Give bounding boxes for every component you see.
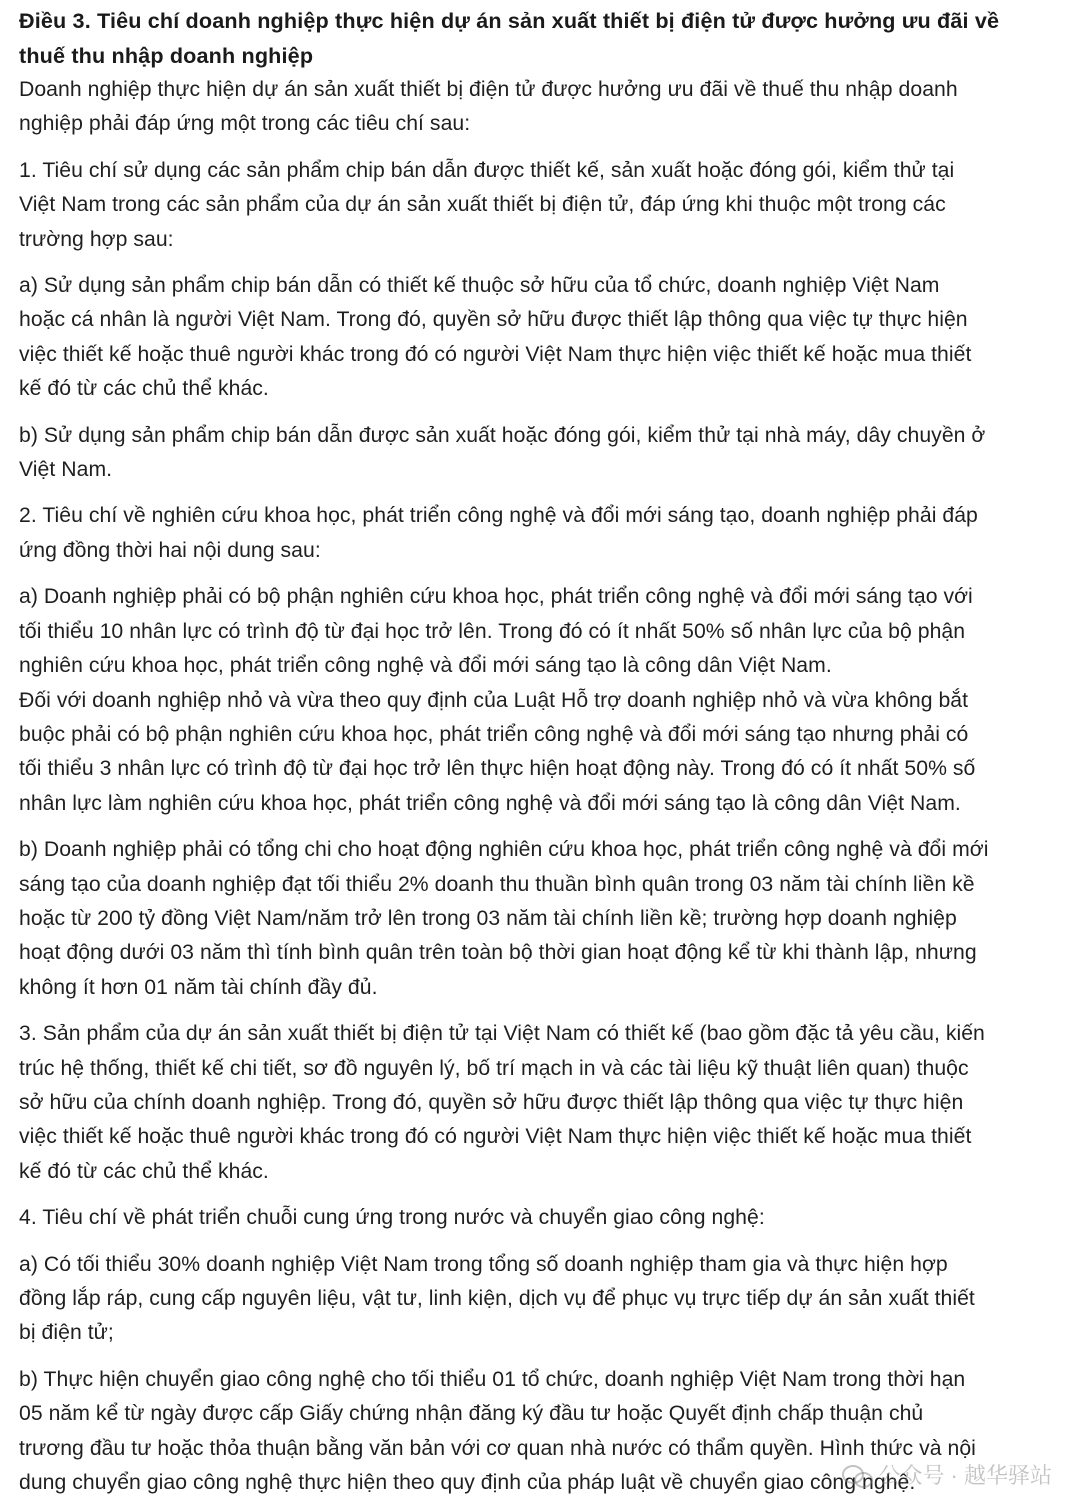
title-line: thuế thu nhập doanh nghiệp [19, 42, 314, 68]
paragraph-line: 2. Tiêu chí về nghiên cứu khoa học, phát triển công nghệ và đổi mới sáng tạo, doanh nghiệp phải đáp [19, 504, 978, 528]
watermark [842, 1459, 1052, 1490]
article-title [19, 4, 1069, 73]
paragraph [19, 499, 1069, 568]
paragraph-line: bị điện tử; [19, 1321, 114, 1345]
paragraph [19, 73, 1069, 142]
paragraph-line: kế đó từ các chủ thể khác. [19, 1159, 269, 1183]
paragraph-line: a) Doanh nghiệp phải có bộ phận nghiên cứu khoa học, phát triển công nghệ và đổi mới sáng tạo với [19, 585, 973, 609]
paragraph [19, 154, 1069, 257]
paragraph-line: hoạt động dưới 03 năm thì tính bình quân trên toàn bộ thời gian hoạt động kể từ khi thành lập, nhưng [19, 941, 977, 965]
paragraph-line: 3. Sản phẩm của dự án sản xuất thiết bị điện tử tại Việt Nam có thiết kế (bao gồm đặc tả yêu cầu, kiến [19, 1022, 985, 1046]
paragraph-line: trúc hệ thống, thiết kế chi tiết, sơ đồ nguyên lý, bố trí mạch in và các tài liệu kỹ thuật liên quan) thuộc [19, 1056, 969, 1080]
paragraph [19, 1017, 1069, 1189]
paragraph [19, 580, 1069, 821]
paragraph-line: hoặc cá nhân là người Việt Nam. Trong đó, quyền sở hữu được thiết lập thông qua việc tự thực hiện [19, 308, 968, 332]
paragraph-line: việc thiết kế hoặc thuê người khác trong đó có người Việt Nam thực hiện việc thiết kế hoặc mua thiết [19, 1125, 972, 1149]
paragraph-line: ứng đồng thời hai nội dung sau: [19, 538, 321, 562]
paragraph-line: trương đầu tư hoặc thỏa thuận bằng văn bản với cơ quan nhà nước có thẩm quyền. Hình thức và nội [19, 1436, 976, 1460]
article-body [19, 73, 1069, 1500]
paragraph [19, 1201, 1069, 1235]
paragraph-line: nghiệp phải đáp ứng một trong các tiêu chí sau: [19, 112, 471, 136]
paragraph-line: hoặc từ 200 tỷ đồng Việt Nam/năm trở lên trong 03 năm tài chính liền kề; trường hợp doanh nghiệp [19, 906, 957, 930]
paragraph-line: nghiên cứu khoa học, phát triển công nghệ và đổi mới sáng tạo là công dân Việt Nam. [19, 654, 832, 678]
watermark-text: 公众号 · 越华驿站 [878, 1463, 1052, 1488]
wechat-icon [842, 1463, 872, 1487]
paragraph-line: b) Thực hiện chuyển giao công nghệ cho tối thiểu 01 tổ chức, doanh nghiệp Việt Nam trong thời hạn [19, 1367, 966, 1391]
paragraph-line: 4. Tiêu chí về phát triển chuỗi cung ứng trong nước và chuyển giao công nghệ: [19, 1206, 765, 1230]
paragraph-line: Đối với doanh nghiệp nhỏ và vừa theo quy định của Luật Hỗ trợ doanh nghiệp nhỏ và vừa không bắt [19, 688, 969, 712]
paragraph-line: tối thiểu 10 nhân lực có trình độ từ đại học trở lên. Trong đó có ít nhất 50% số nhân lực của bộ phận [19, 619, 966, 643]
paragraph-line: dung chuyển giao công nghệ thực hiện theo quy định của pháp luật về chuyển giao công nghệ. [19, 1471, 916, 1495]
document [19, 4, 1069, 1512]
paragraph [19, 269, 1069, 407]
paragraph-line: Việt Nam trong các sản phẩm của dự án sản xuất thiết bị điện tử, đáp ứng khi thuộc một trong các [19, 193, 946, 217]
paragraph-line: trường hợp sau: [19, 227, 174, 251]
paragraph-line: sáng tạo của doanh nghiệp đạt tối thiểu 2% doanh thu thuần bình quân trong 03 năm tài chính liền kề [19, 872, 975, 896]
paragraph [19, 833, 1069, 1005]
paragraph-line: kế đó từ các chủ thể khác. [19, 377, 269, 401]
paragraph-line: b) Sử dụng sản phẩm chip bán dẫn được sản xuất hoặc đóng gói, kiểm thử tại nhà máy, dây chuyền ở [19, 423, 986, 447]
paragraph [19, 1248, 1069, 1351]
paragraph-line: a) Sử dụng sản phẩm chip bán dẫn có thiết kế thuộc sở hữu của tổ chức, doanh nghiệp Việt Nam [19, 274, 940, 298]
title-line: Điều 3. Tiêu chí doanh nghiệp thực hiện dự án sản xuất thiết bị điện tử được hưởng ưu đãi về [19, 8, 1000, 33]
paragraph-line: b) Doanh nghiệp phải có tổng chi cho hoạt động nghiên cứu khoa học, phát triển công nghệ và đổi mới [19, 838, 989, 862]
paragraph-line: buộc phải có bộ phận nghiên cứu khoa học, phát triển công nghệ và đổi mới sáng tạo nhưng phải có [19, 722, 969, 746]
paragraph-line: đồng lắp ráp, cung cấp nguyên liệu, vật tư, linh kiện, dịch vụ để phục vụ trực tiếp dự án sản xuất thiết [19, 1287, 975, 1310]
paragraph [19, 419, 1069, 488]
paragraph-line: Việt Nam. [19, 458, 113, 482]
paragraph-line: Doanh nghiệp thực hiện dự án sản xuất thiết bị điện tử được hưởng ưu đãi về thuế thu nhập doanh [19, 78, 958, 101]
paragraph-line: nhân lực làm nghiên cứu khoa học, phát triển công nghệ và đổi mới sáng tạo là công dân Việt Nam. [19, 791, 961, 815]
paragraph-line: việc thiết kế hoặc thuê người khác trong đó có người Việt Nam thực hiện việc thiết kế hoặc mua thiết [19, 342, 972, 366]
paragraph-line: 05 năm kể từ ngày được cấp Giấy chứng nhận đăng ký đầu tư hoặc Quyết định chấp thuận chủ [19, 1402, 924, 1426]
paragraph-line: a) Có tối thiểu 30% doanh nghiệp Việt Nam trong tổng số doanh nghiệp tham gia và thực hiện hợp [19, 1252, 948, 1276]
paragraph-line: sở hữu của chính doanh nghiệp. Trong đó, quyền sở hữu được thiết lập thông qua việc tự thực hiện [19, 1090, 964, 1114]
paragraph-line: không ít hơn 01 năm tài chính đầy đủ. [19, 975, 378, 999]
paragraph-line: 1. Tiêu chí sử dụng các sản phẩm chip bán dẫn được thiết kế, sản xuất hoặc đóng gói, kiểm thử tại [19, 158, 955, 182]
paragraph-line: tối thiểu 3 nhân lực có trình độ từ đại học trở lên thực hiện hoạt động này. Trong đó có ít nhất 50% số [19, 757, 976, 781]
